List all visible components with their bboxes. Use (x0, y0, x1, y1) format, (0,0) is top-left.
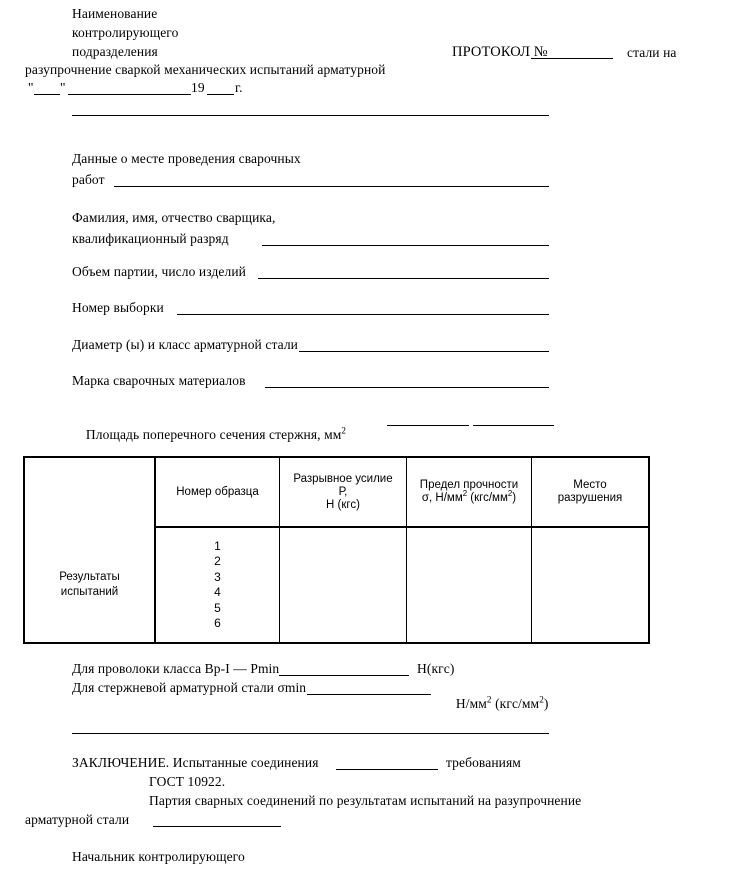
conclusion-separator-rule (72, 733, 549, 734)
limit-label-bar: Для стержневой арматурной стали σmin (72, 680, 307, 695)
tensile-strength-sup-b: 2 (507, 489, 513, 499)
sample-number-item: 2 (214, 554, 221, 568)
table-header-failure-location-line-2: разрушения (557, 492, 623, 504)
field-label-diameter-class: Диаметр (ы) и класс арматурной стали (72, 337, 298, 352)
sample-number-list (156, 539, 279, 632)
conclusion-standard: ГОСТ 10922. (149, 774, 226, 789)
tensile-strength-unit-b: (кгс/мм (467, 492, 508, 504)
field-label-welder-name-line-1: Фамилия, имя, отчество сварщика, (72, 210, 276, 225)
field-label-welding-location-line-2: работ (72, 172, 105, 187)
org-name-line-3: подразделения (72, 44, 158, 59)
field-blank-cross-section-a[interactable] (387, 425, 469, 426)
table-header-breaking-force (280, 457, 407, 527)
date-year-prefix: 19 (191, 80, 205, 95)
conclusion-blank-batch-result[interactable] (153, 826, 281, 827)
field-label-batch-volume: Объем партии, число изделий (72, 264, 246, 279)
table-header-sample-number-line-1: Номер образца (176, 485, 259, 498)
signature-title-line-1: Начальник контролирующего (72, 849, 245, 864)
limit-label-wire: Для проволоки класса Вр-I — Pmin (72, 661, 280, 676)
conclusion-heading-tail: требованиям (446, 755, 521, 770)
table-header-breaking-force-line-2: Р, (338, 485, 348, 498)
limit-unit-bar-b: (кгс/мм (491, 696, 540, 711)
field-blank-cross-section-b[interactable] (473, 425, 554, 426)
org-name-line-1: Наименование (72, 6, 158, 21)
limit-unit-bar (442, 680, 549, 728)
tensile-strength-unit-c: ) (512, 492, 517, 504)
table-row-label-results (24, 527, 155, 643)
protocol-subject-line: разупрочнение сваркой механических испытаний арматурной (25, 62, 386, 77)
limit-unit-bar-a: Н/мм (455, 696, 487, 711)
field-label-cross-section-text: Площадь поперечного сечения стержня, мм (85, 427, 342, 442)
field-label-welding-materials: Марка сварочных материалов (72, 373, 246, 388)
tensile-strength-unit-a: σ, Н/мм (421, 492, 463, 504)
field-blank-diameter-class[interactable] (299, 351, 549, 352)
field-blank-welding-location[interactable] (114, 186, 549, 187)
table-cell-breaking-force[interactable] (280, 527, 407, 643)
table-header-failure-location (532, 457, 650, 527)
field-label-welding-location-line-1: Данные о месте проведения сварочных (72, 151, 301, 166)
field-label-sample-number: Номер выборки (72, 300, 164, 315)
table-header-breaking-force-line-1: Разрывное усилие (293, 472, 393, 485)
tensile-strength-sup-a: 2 (462, 489, 468, 499)
limit-unit-wire: Н(кгс) (417, 661, 455, 676)
conclusion-batch-line: Партия сварных соединений по результатам испытаний на разупрочнение (149, 793, 582, 808)
field-label-cross-section (72, 411, 346, 459)
sample-number-item: 6 (214, 616, 221, 630)
limit-unit-bar-sup-a: 2 (486, 694, 492, 705)
date-day-blank[interactable] (34, 94, 60, 95)
protocol-title: ПРОТОКОЛ № (452, 44, 548, 60)
table-header-tensile-strength-line-1: Предел прочности (419, 479, 519, 491)
table-body-row (24, 527, 649, 643)
limit-unit-bar-c: ) (543, 696, 549, 711)
protocol-number-blank[interactable] (531, 58, 613, 59)
table-cell-tensile-strength[interactable] (407, 527, 532, 643)
field-blank-batch-volume[interactable] (258, 278, 549, 279)
org-name-line-2: контролирующего (72, 25, 179, 40)
limit-blank-wire[interactable] (279, 675, 409, 676)
date-year-blank[interactable] (207, 94, 234, 95)
protocol-title-tail: стали на (627, 45, 677, 60)
table-header-tensile-strength (407, 457, 532, 527)
sample-number-item: 4 (214, 585, 221, 599)
table-header-row (24, 457, 649, 527)
date-month-blank[interactable] (68, 94, 191, 95)
conclusion-batch-line-continued: арматурной стали (25, 812, 130, 827)
table-row-label-line-2: испытаний (60, 585, 119, 598)
date-quote-close: " (60, 80, 66, 95)
limit-blank-bar[interactable] (307, 694, 431, 695)
sample-number-item: 1 (214, 538, 221, 553)
limit-unit-bar-sup-b: 2 (539, 694, 544, 705)
sample-number-item: 3 (214, 569, 221, 584)
table-header-breaking-force-line-3: Н (кгс) (326, 498, 360, 511)
table-header-sample-number (155, 457, 280, 527)
test-results-table (23, 456, 650, 644)
field-blank-welding-materials[interactable] (265, 387, 549, 388)
cross-section-superscript: 2 (341, 425, 347, 436)
conclusion-heading: ЗАКЛЮЧЕНИЕ. Испытанные соединения (72, 755, 319, 770)
conclusion-blank-compliance[interactable] (336, 769, 438, 770)
date-year-suffix: г. (235, 80, 243, 95)
header-separator-rule (72, 115, 549, 116)
field-blank-sample-number[interactable] (177, 314, 549, 315)
table-corner-cell (24, 457, 155, 527)
table-cell-sample-numbers[interactable] (155, 527, 280, 643)
field-blank-welder-qualification[interactable] (262, 245, 549, 246)
date-quote-open: " (28, 80, 34, 95)
table-cell-failure-location[interactable] (532, 527, 650, 643)
table-row-label-line-1: Результаты (59, 570, 120, 583)
table-header-failure-location-line-1: Место (573, 479, 607, 491)
table-header-tensile-strength-line-2 (407, 489, 531, 505)
sample-number-item: 5 (214, 600, 221, 615)
field-label-welder-name-line-2: квалификационный разряд (72, 231, 229, 246)
